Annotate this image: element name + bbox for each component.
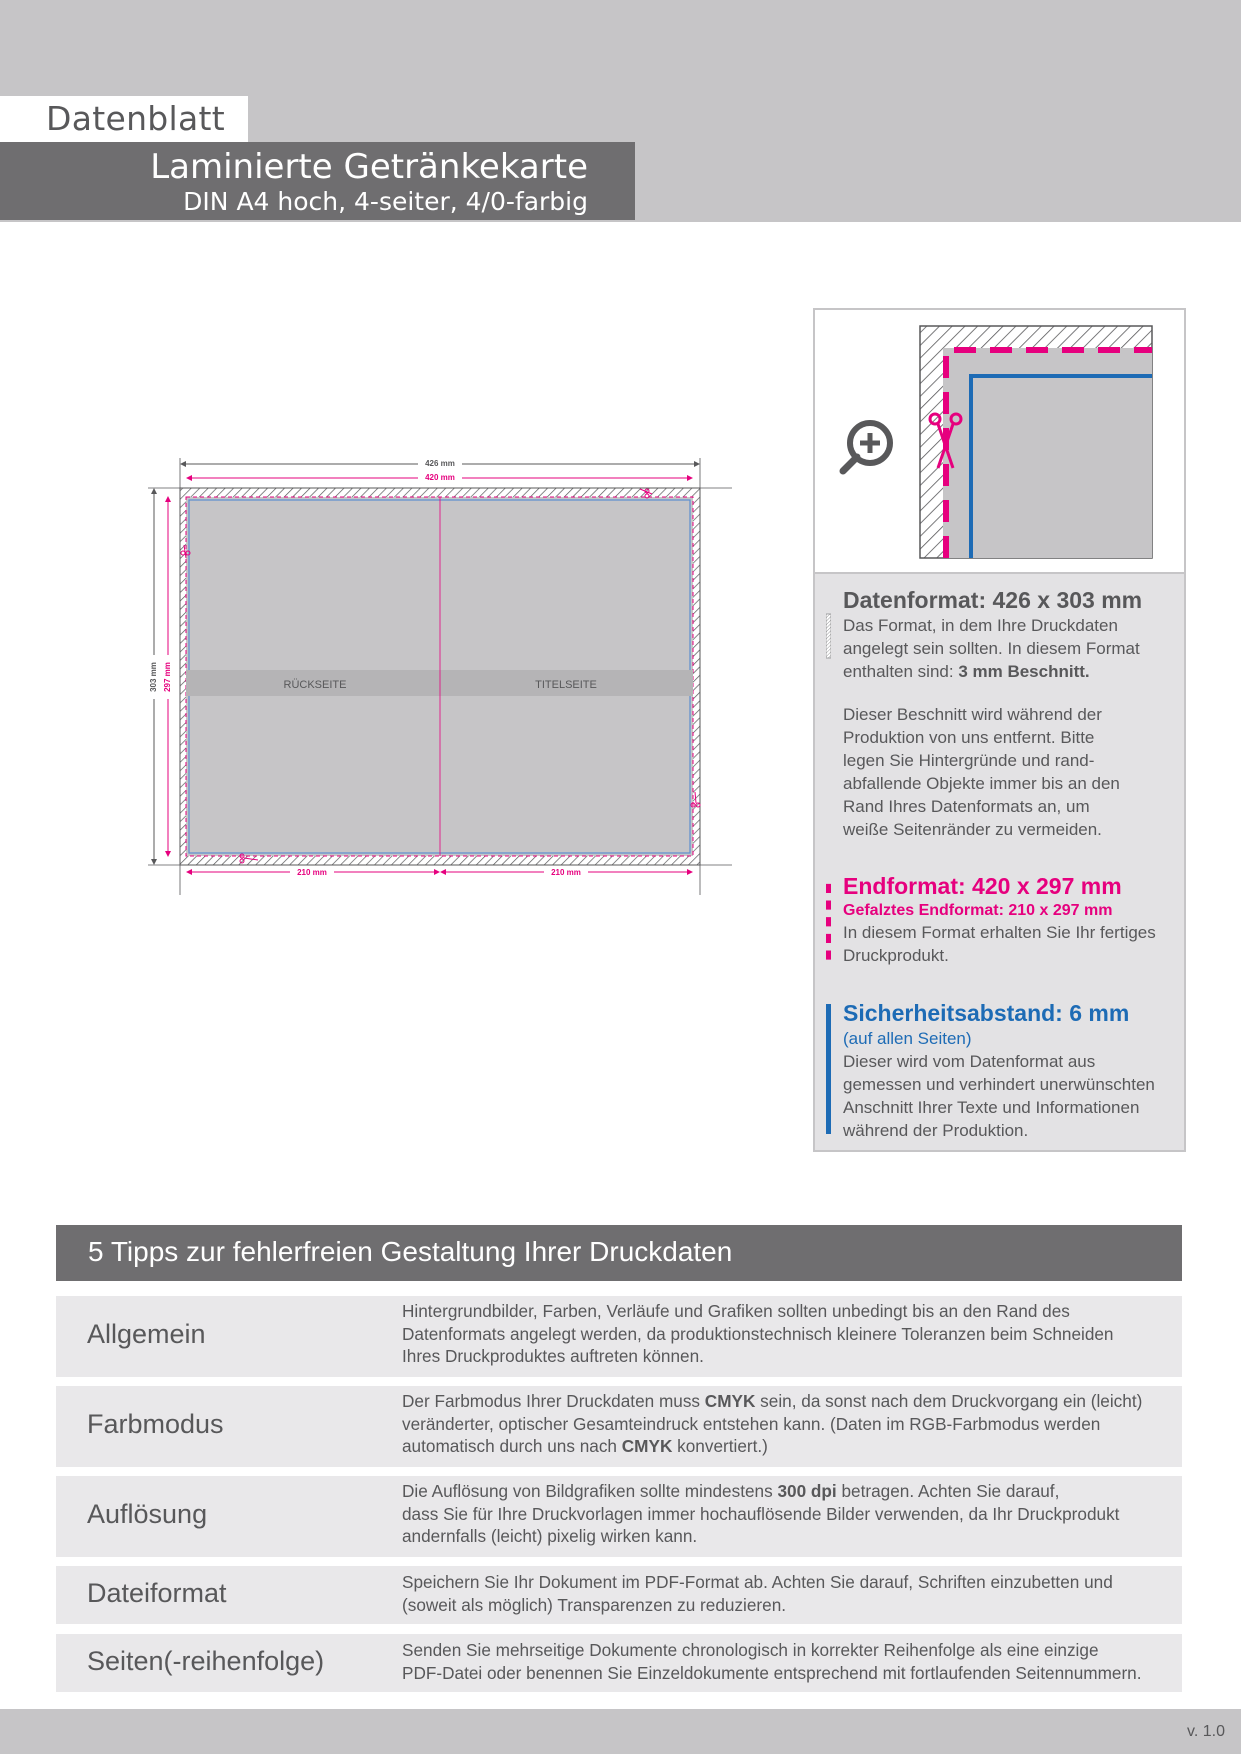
- data-format-note-1: Dieser Beschnitt wird während der: [843, 705, 1102, 724]
- dim-right-page-label: 210 mm: [551, 868, 581, 877]
- safety-text-4: während der Produktion.: [843, 1121, 1029, 1140]
- tip-row-seitenreihenfolge: [56, 1634, 1182, 1692]
- data-format-note-4: abfallende Objekte immer bis an den: [843, 774, 1120, 793]
- version-label: v. 1.0: [1187, 1723, 1225, 1740]
- back-page-label: RÜCKSEITE: [283, 679, 347, 691]
- data-format-note-6: weiße Seitenränder zu vermeiden.: [843, 820, 1102, 839]
- data-format-heading: Datenformat: 426 x 303 mm: [843, 587, 1143, 613]
- safety-subheading: (auf allen Seiten): [843, 1029, 972, 1048]
- data-format-note-3: legen Sie Hintergründe und rand-: [843, 751, 1095, 770]
- product-title: Laminierte Getränkekarte: [150, 147, 588, 187]
- tip-text: Der Farbmodus Ihrer Druckdaten muss CMYK sein, da sonst nach dem Druckvorgang ein (leicht) veränderter, optischer Gesamteindruck entstehen kann. (Daten im RGB-Farbmodus werden automatisch durch uns nach CMYK konvertiert.): [402, 1391, 1143, 1456]
- label-band: [186, 670, 693, 696]
- safety-text-2: gemessen und verhindert unerwünschten: [843, 1075, 1155, 1094]
- dim-420-label: 420 mm: [425, 473, 455, 482]
- product-subtitle: DIN A4 hoch, 4-seiter, 4/0-farbig: [183, 187, 588, 216]
- magnifier-plus-icon: [843, 423, 890, 471]
- tip-row-farbmodus: [56, 1386, 1182, 1467]
- data-format-note-2: Produktion von uns entfernt. Bitte: [843, 728, 1095, 747]
- data-format-text-1: Das Format, in dem Ihre Druckdaten: [843, 616, 1118, 635]
- data-format-text-2: angelegt sein sollten. In diesem Format: [843, 639, 1140, 658]
- end-format-text-1: In diesem Format erhalten Sie Ihr fertiges: [843, 923, 1156, 942]
- tips-title: 5 Tipps zur fehlerfreien Gestaltung Ihrer Druckdaten: [88, 1236, 733, 1267]
- safety-heading: Sicherheitsabstand: 6 mm: [843, 1000, 1130, 1026]
- data-format-text-3: enthalten sind: 3 mm Beschnitt.: [843, 662, 1090, 681]
- datenblatt-label: Datenblatt: [46, 99, 226, 138]
- trim-marker-icon: [826, 876, 831, 970]
- tip-label: Seiten(-reihenfolge): [87, 1646, 325, 1676]
- info-panel: [813, 308, 1186, 1152]
- dim-426-label: 426 mm: [425, 459, 455, 468]
- tip-row-aufloesung: [56, 1476, 1182, 1557]
- tip-label: Dateiformat: [87, 1578, 227, 1608]
- tip-text: Die Auflösung von Bildgrafiken sollte mindestens 300 dpi betragen. Achten Sie darauf, dass Sie für Ihre Druckvorlagen immer hochauflösende Bilder verwenden, da Ihr Druckprodukt andernfalls (leicht) pixelig wirken kann.: [402, 1481, 1120, 1546]
- format-diagram: [140, 450, 740, 900]
- tip-label: Farbmodus: [87, 1409, 224, 1439]
- dim-303-label: 303 mm: [149, 662, 159, 692]
- tip-row-allgemein: [56, 1296, 1182, 1377]
- end-format-text-2: Druckprodukt.: [843, 946, 949, 965]
- tip-label: Auflösung: [87, 1499, 208, 1529]
- title-bar: [0, 142, 635, 220]
- end-format-heading: Endformat: 420 x 297 mm: [843, 873, 1122, 899]
- tip-row-dateiformat: [56, 1566, 1182, 1624]
- safety-marker: [826, 1004, 831, 1134]
- footer-band: [0, 1709, 1241, 1754]
- dim-297-label: 297 mm: [163, 662, 173, 692]
- safety-text-1: Dieser wird vom Datenformat aus: [843, 1052, 1096, 1071]
- data-format-note-5: Rand Ihres Datenformats an, um: [843, 797, 1090, 816]
- safety-text-3: Anschnitt Ihrer Texte und Informationen: [843, 1098, 1140, 1117]
- front-page-label: TITELSEITE: [535, 679, 597, 691]
- zoom-final-format: [943, 348, 1152, 558]
- tip-label: Allgemein: [87, 1319, 206, 1349]
- tip-text: Speichern Sie Ihr Dokument im PDF-Format ab. Achten Sie darauf, Schriften einzubetten und (soweit als möglich) Transparenzen zu reduzieren.: [402, 1572, 1113, 1615]
- tip-text: Hintergrundbilder, Farben, Verläufe und Grafiken sollten unbedingt bis an den Rand des Datenformats angelegt werden, da produktionstechnisch kleinere Toleranzen beim Schneiden Ihres Druckproduktes auftreten können.: [402, 1301, 1114, 1366]
- zoom-detail: [815, 310, 1184, 574]
- dim-left-page-label: 210 mm: [297, 868, 327, 877]
- tips-header: [56, 1225, 1182, 1281]
- end-format-subheading: Gefalztes Endformat: 210 x 297 mm: [843, 902, 1113, 919]
- tip-text: Senden Sie mehrseitige Dokumente chronologisch in korrekter Reihenfolge als eine einzige PDF-Datei oder benennen Sie Einzeldokumente entsprechend mit fortlaufenden Seitennummern.: [402, 1640, 1142, 1683]
- bleed-marker-icon: [826, 592, 831, 680]
